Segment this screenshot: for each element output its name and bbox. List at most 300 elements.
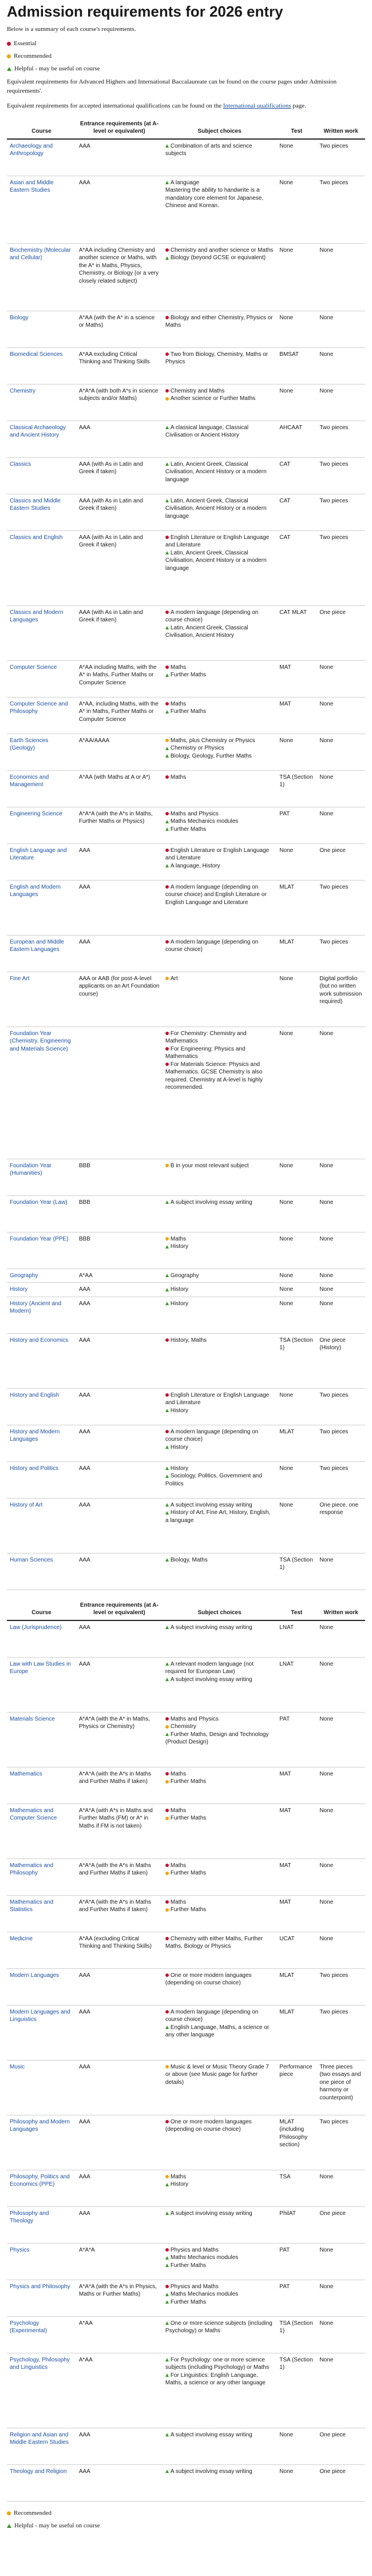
recommended-dot-icon xyxy=(165,397,169,401)
table-row xyxy=(7,2280,365,2316)
entry-cell: AAA (with As in Latin and Greek if taken) xyxy=(76,494,163,530)
course-link[interactable]: History xyxy=(10,1286,28,1293)
subject-text: Further Maths xyxy=(170,2262,207,2269)
subject-cell xyxy=(163,880,276,935)
subject-item xyxy=(165,624,274,640)
course-link[interactable]: Classical Archaeology and Ancient History xyxy=(10,424,66,439)
subject-item xyxy=(165,2298,274,2306)
entry-cell: AAA xyxy=(76,2005,163,2060)
subject-item xyxy=(165,938,274,954)
subject-item xyxy=(165,314,274,330)
subject-cell xyxy=(163,1461,276,1498)
subject-item xyxy=(165,1337,274,1345)
helpful-triangle-icon xyxy=(165,754,169,758)
subject-text: Further Maths xyxy=(170,1907,207,1913)
subject-cell xyxy=(163,494,276,530)
test-cell: CAT MLAT xyxy=(276,605,316,660)
written-cell: None xyxy=(316,1620,365,1658)
subject-text: A subject involving essay writing xyxy=(170,1501,252,1508)
course-link[interactable]: Modern Languages xyxy=(10,1972,60,1979)
course-cell xyxy=(7,2060,76,2115)
course-cell xyxy=(7,1968,76,2005)
subject-item xyxy=(165,2063,274,2087)
subject-item xyxy=(165,862,274,870)
subject-text: A modern language (depending on course choice) xyxy=(165,938,259,953)
essential-dot-icon xyxy=(165,1430,169,1433)
course-cell xyxy=(7,421,76,457)
course-link[interactable]: Mathematics xyxy=(10,1770,42,1777)
subject-text: Art xyxy=(170,975,178,982)
entry-cell: AAA (with As in Latin and Greek if taken) xyxy=(76,530,163,605)
subject-cell xyxy=(163,421,276,457)
subject-item xyxy=(165,1862,274,1870)
test-cell: CAT xyxy=(276,530,316,605)
footer-legend-recommended: Recommended xyxy=(7,2510,365,2516)
subject-text: Maths xyxy=(170,1807,187,1814)
course-link[interactable]: Physics and Philosophy xyxy=(10,2283,70,2290)
subject-cell xyxy=(163,734,276,770)
written-cell: One piece xyxy=(316,605,365,660)
table-row xyxy=(7,1333,365,1388)
international-qualifications-link[interactable]: International qualifications xyxy=(223,102,291,109)
course-link[interactable]: History and Economics xyxy=(10,1337,69,1344)
essential-dot-icon xyxy=(165,536,169,539)
test-cell: TSA (Section 1) xyxy=(276,1333,316,1388)
subject-text: For Linguistics: English Language, Maths, a science or any other language xyxy=(165,2372,266,2387)
helpful-triangle-icon xyxy=(165,827,169,831)
test-cell: AHCAAT xyxy=(276,421,316,457)
test-cell: MAT xyxy=(276,697,316,734)
essential-dot-icon xyxy=(165,248,169,252)
subject-cell xyxy=(163,243,276,311)
test-cell: MLAT xyxy=(276,935,316,972)
course-link[interactable]: Classics xyxy=(10,461,31,467)
table-row xyxy=(7,1767,365,1804)
written-cell: None xyxy=(316,2316,365,2353)
subject-cell xyxy=(163,1333,276,1388)
test-cell: MAT xyxy=(276,660,316,697)
course-link[interactable]: Medicine xyxy=(10,1935,33,1942)
course-link[interactable]: History (Ancient and Modern) xyxy=(10,1300,62,1315)
entry-cell: AAA xyxy=(76,1461,163,1498)
course-link[interactable]: Chemistry xyxy=(10,387,36,394)
course-link[interactable]: Classics and English xyxy=(10,534,63,541)
test-cell: None xyxy=(276,1195,316,1232)
written-cell: None xyxy=(316,1895,365,1932)
recommended-dot-icon xyxy=(165,2175,169,2178)
subject-cell xyxy=(163,2060,276,2115)
helpful-triangle-icon xyxy=(165,2293,169,2296)
course-link[interactable]: Modern Languages and Linguistics xyxy=(10,2008,70,2023)
essential-dot-icon xyxy=(165,2248,169,2252)
course-link[interactable]: History of Art xyxy=(10,1501,43,1508)
subject-text: History xyxy=(170,2181,189,2188)
subject-item xyxy=(165,1731,274,1746)
subject-item xyxy=(165,2290,274,2298)
subject-item xyxy=(165,1235,274,1243)
subject-text: Biology, Geology, Further Maths xyxy=(170,752,252,759)
entry-cell: AAA xyxy=(76,1968,163,2005)
subject-text: Physics and Maths xyxy=(170,2283,219,2290)
subject-text: A subject involving essay writing xyxy=(170,1624,252,1631)
subject-item xyxy=(165,2254,274,2262)
written-cell: Two pieces xyxy=(316,494,365,530)
test-cell: TSA (Section 1) xyxy=(276,2353,316,2428)
subject-text: A subject involving essay writing xyxy=(170,1199,252,1206)
subject-item xyxy=(165,1428,274,1444)
essential-dot-icon xyxy=(7,42,11,46)
course-cell xyxy=(7,2316,76,2353)
subject-item xyxy=(165,2283,274,2291)
course-link[interactable]: Philosophy, Politics and Economics (PPE) xyxy=(10,2173,70,2188)
course-link[interactable]: Religion and Asian and Middle Eastern Studies xyxy=(10,2431,69,2446)
entry-cell: AAA xyxy=(76,139,163,176)
subject-item xyxy=(165,1770,274,1778)
test-cell: MLAT xyxy=(276,1968,316,2005)
entry-cell: AAA xyxy=(76,1388,163,1425)
written-cell: None xyxy=(316,660,365,697)
course-link[interactable]: Foundation Year (Humanities) xyxy=(10,1162,52,1177)
essential-dot-icon xyxy=(165,389,169,393)
subject-text: Maths Mechanics modules xyxy=(170,2291,239,2298)
subject-cell xyxy=(163,1858,276,1895)
requirements-table-2 xyxy=(7,1598,365,2502)
course-link[interactable]: Music xyxy=(10,2063,25,2070)
written-cell: Two pieces xyxy=(316,457,365,494)
table-row xyxy=(7,1858,365,1895)
essential-dot-icon xyxy=(165,1772,169,1776)
subject-text: History xyxy=(170,1444,189,1451)
course-cell xyxy=(7,1425,76,1461)
course-cell xyxy=(7,1159,76,1195)
course-link[interactable]: History and English xyxy=(10,1392,60,1398)
subject-item xyxy=(165,737,274,745)
subject-cell xyxy=(163,2316,276,2353)
entry-cell: AAA (with As in Latin and Greek if taken) xyxy=(76,605,163,660)
test-cell: Performance piece xyxy=(276,2060,316,2115)
test-cell: None xyxy=(276,1498,316,1553)
subject-item xyxy=(165,2024,274,2039)
subject-text: Physics and Maths xyxy=(170,2246,219,2253)
course-cell xyxy=(7,697,76,734)
subject-cell xyxy=(163,1498,276,1553)
table-row xyxy=(7,2060,365,2115)
course-link[interactable]: Economics and Management xyxy=(10,774,49,788)
written-cell: None xyxy=(316,2280,365,2316)
course-cell xyxy=(7,2428,76,2464)
table-row xyxy=(7,530,365,605)
subject-text: Two from Biology, Chemistry, Maths or Physics xyxy=(165,351,268,366)
test-cell: None xyxy=(276,384,316,421)
entry-cell: A*AA including Chemistry and another science or Maths, with the A* in Maths, Physics, Chemistry, or Biology (or a very closely related subject) xyxy=(76,243,163,311)
course-link[interactable]: Fine Art xyxy=(10,975,30,982)
course-link[interactable]: Human Sciences xyxy=(10,1556,53,1563)
course-link[interactable]: Philosophy and Modern Languages xyxy=(10,2118,70,2133)
course-link[interactable]: Archaeology and Anthropology xyxy=(10,142,53,157)
course-link[interactable]: European and Middle Eastern Languages xyxy=(10,938,65,953)
subject-text: For Psychology: one or more science subjects (including Psychology) or Maths xyxy=(165,2356,270,2371)
table-row xyxy=(7,2170,365,2206)
recommended-dot-icon xyxy=(165,1780,169,1784)
course-link[interactable]: Mathematics and Statistics xyxy=(10,1899,54,1913)
subject-text: Maths xyxy=(170,1899,187,1905)
entry-cell: A*A*A (with the A*s in Maths and Further Maths if taken) xyxy=(76,1858,163,1895)
course-link[interactable]: Biochemistry (Molecular and Cellular) xyxy=(10,247,71,261)
subject-cell xyxy=(163,311,276,347)
table-row xyxy=(7,2353,365,2428)
entry-cell: A*A*A (with the A*s in Maths and Further Maths if taken) xyxy=(76,1895,163,1932)
course-link[interactable]: Theology and Religion xyxy=(10,2468,67,2475)
helpful-triangle-icon xyxy=(165,499,169,502)
course-cell xyxy=(7,843,76,880)
subject-cell xyxy=(163,1232,276,1269)
helpful-triangle-icon xyxy=(165,1245,169,1249)
subject-item xyxy=(165,609,274,624)
subject-cell xyxy=(163,843,276,880)
course-cell xyxy=(7,243,76,311)
test-cell: TSA (Section 1) xyxy=(276,2316,316,2353)
legend-helpful: Helpful - may be useful on course xyxy=(7,65,365,72)
header-course: Course xyxy=(7,117,76,139)
helpful-triangle-icon xyxy=(165,710,169,714)
helpful-triangle-icon xyxy=(165,2300,169,2304)
subject-text: Sociology, Politics, Government and Politics xyxy=(165,1473,262,1487)
written-cell: None xyxy=(316,243,365,311)
written-cell: Two pieces xyxy=(316,2115,365,2170)
table-row xyxy=(7,2464,365,2501)
subject-item xyxy=(165,387,274,395)
entry-cell: BBB xyxy=(76,1159,163,1195)
entry-cell: A*AA xyxy=(76,2316,163,2353)
subject-item xyxy=(165,671,274,679)
subject-text: Further Maths xyxy=(170,1778,207,1785)
test-cell: TSA (Section 1) xyxy=(276,770,316,807)
course-link[interactable]: Foundation Year (PPE) xyxy=(10,1235,69,1242)
written-cell: One piece xyxy=(316,2464,365,2501)
footer-legend-helpful: Helpful - may be useful on course xyxy=(7,2522,365,2529)
essential-dot-icon xyxy=(165,2010,169,2014)
written-cell: None xyxy=(316,1283,365,1297)
subject-item xyxy=(165,847,274,862)
subject-text: A modern language (depending on course choice) xyxy=(165,1428,259,1443)
subject-item xyxy=(165,2181,274,2189)
course-link[interactable]: Biomedical Sciences xyxy=(10,351,63,358)
entry-cell: AAA xyxy=(76,2115,163,2170)
helpful-triangle-icon xyxy=(7,67,11,71)
subject-text: B in your most relevant subject xyxy=(170,1162,249,1169)
helpful-triangle-icon xyxy=(165,673,169,677)
subject-item xyxy=(165,1444,274,1452)
subject-cell xyxy=(163,2428,276,2464)
course-cell xyxy=(7,605,76,660)
table-row xyxy=(7,1895,365,1932)
subject-cell xyxy=(163,1269,276,1283)
test-cell: PAT xyxy=(276,2243,316,2280)
subject-text: For Materials Science: Physics and Mathematics. GCSE Chemistry is also required. Chemistry at A-level is highly recommended. xyxy=(165,1061,263,1091)
course-link[interactable]: Mathematics and Philosophy xyxy=(10,1862,54,1877)
written-cell: None xyxy=(316,1858,365,1895)
course-link[interactable]: English Language and Literature xyxy=(10,847,67,862)
test-cell: MAT xyxy=(276,1767,316,1804)
header-subject: Subject choices xyxy=(163,1598,276,1620)
test-cell: CAT xyxy=(276,494,316,530)
essential-dot-icon xyxy=(165,1900,169,1904)
helpful-triangle-icon xyxy=(165,2470,169,2473)
subject-text: Further Maths xyxy=(170,1870,207,1877)
header-entry: Entrance requirements (at A-level or equivalent) xyxy=(76,117,163,139)
subject-cell xyxy=(163,1895,276,1932)
test-cell: MLAT xyxy=(276,2005,316,2060)
subject-text: Maths xyxy=(170,774,187,780)
entry-cell: A*A*A (with the A*s in Maths and Further Maths if taken) xyxy=(76,1767,163,1804)
table-row xyxy=(7,2243,365,2280)
test-cell: None xyxy=(276,1027,316,1159)
recommended-dot-icon xyxy=(165,1817,169,1820)
course-cell xyxy=(7,1232,76,1269)
subject-cell xyxy=(163,384,276,421)
course-link[interactable]: Geography xyxy=(10,1272,38,1279)
essential-dot-icon xyxy=(165,1063,169,1066)
written-cell: None xyxy=(316,1195,365,1232)
helpful-triangle-icon xyxy=(165,1288,169,1291)
course-link[interactable]: Physics xyxy=(10,2246,30,2253)
course-link[interactable]: Materials Science xyxy=(10,1715,55,1722)
course-link[interactable]: Engineering Science xyxy=(10,810,62,817)
subject-text: History xyxy=(170,1465,189,1472)
helpful-triangle-icon xyxy=(165,1274,169,1277)
essential-dot-icon xyxy=(165,1973,169,1977)
written-cell: None xyxy=(316,1232,365,1269)
table-row xyxy=(7,1498,365,1553)
essential-dot-icon xyxy=(165,812,169,815)
course-link[interactable]: Computer Science xyxy=(10,664,57,671)
course-link[interactable]: Asian and Middle Eastern Studies xyxy=(10,179,54,194)
helpful-triangle-icon xyxy=(165,1445,169,1449)
course-link[interactable]: Foundation Year (Chemistry, Engineering and Materials Science) xyxy=(10,1030,71,1052)
subject-item xyxy=(165,744,274,752)
course-link[interactable]: Classics and Middle Eastern Studies xyxy=(10,497,61,512)
course-link[interactable]: Philosophy and Theology xyxy=(10,2210,49,2225)
helpful-triangle-icon xyxy=(165,2026,169,2029)
course-link[interactable]: Psychology (Experimental) xyxy=(10,2320,48,2335)
course-cell xyxy=(7,1932,76,1968)
course-cell xyxy=(7,347,76,384)
course-link[interactable]: Biology xyxy=(10,314,29,321)
subject-cell xyxy=(163,2170,276,2206)
table-row xyxy=(7,660,365,697)
essential-dot-icon xyxy=(165,1717,169,1721)
subject-text: One or more science subjects (including Psychology) or Maths xyxy=(165,2320,272,2335)
course-cell xyxy=(7,530,76,605)
requirements-table-1 xyxy=(7,117,365,1590)
written-cell: None xyxy=(316,1269,365,1283)
course-link[interactable]: Foundation Year (Law) xyxy=(10,1199,68,1206)
entry-cell: AAA xyxy=(76,935,163,972)
course-link[interactable]: Mathematics and Computer Science xyxy=(10,1807,57,1822)
subject-text: Biology (beyond GCSE or equivalent) xyxy=(170,255,266,261)
subject-item xyxy=(165,1972,274,1987)
subject-text: Further Maths xyxy=(170,1815,207,1822)
table-row xyxy=(7,243,365,311)
subject-text: A modern language (depending on course choice) xyxy=(165,609,259,624)
written-cell: Two pieces xyxy=(316,935,365,972)
helpful-triangle-icon xyxy=(165,2373,169,2377)
helpful-triangle-icon xyxy=(165,2183,169,2186)
course-link[interactable]: Law (Jurisprudence) xyxy=(10,1624,62,1631)
subject-item xyxy=(165,351,274,366)
course-link[interactable]: Earth Sciences (Geology) xyxy=(10,737,49,752)
subject-cell xyxy=(163,1553,276,1590)
subject-item xyxy=(165,1807,274,1815)
subject-item xyxy=(165,2210,274,2218)
subject-text: Biology and either Chemistry, Physics or Maths xyxy=(165,314,273,329)
written-cell: Two pieces xyxy=(316,1968,365,2005)
subject-item xyxy=(165,2173,274,2181)
helpful-triangle-icon xyxy=(165,1511,169,1515)
subject-item xyxy=(165,2246,274,2254)
subject-cell xyxy=(163,2243,276,2280)
entry-cell: A*AA/AAAA xyxy=(76,734,163,770)
course-link[interactable]: English and Modern Languages xyxy=(10,883,61,898)
course-cell xyxy=(7,1283,76,1297)
subject-cell xyxy=(163,347,276,384)
subject-item xyxy=(165,1660,274,1676)
written-cell: One piece xyxy=(316,2428,365,2464)
table-row xyxy=(7,2005,365,2060)
essential-dot-icon xyxy=(165,2120,169,2123)
subject-cell xyxy=(163,770,276,807)
helpful-triangle-icon xyxy=(165,2358,169,2361)
subject-text: History xyxy=(170,1300,189,1307)
subject-cell xyxy=(163,1425,276,1461)
subject-item xyxy=(165,1272,274,1280)
course-link[interactable]: History and Modern Languages xyxy=(10,1428,60,1443)
course-cell xyxy=(7,1767,76,1804)
test-cell: None xyxy=(276,1388,316,1425)
course-cell xyxy=(7,935,76,972)
written-cell: None xyxy=(316,311,365,347)
helpful-triangle-icon xyxy=(165,1503,169,1507)
course-link[interactable]: Classics and Modern Languages xyxy=(10,609,64,624)
subject-cell xyxy=(163,1932,276,1968)
test-cell: None xyxy=(276,1269,316,1283)
test-cell: None xyxy=(276,1283,316,1297)
subject-cell xyxy=(163,1767,276,1804)
subject-item xyxy=(165,774,274,782)
essential-dot-icon xyxy=(165,849,169,852)
table-row xyxy=(7,605,365,660)
entry-cell: A*A*A (with the A*s in Maths, Further Maths or Physics) xyxy=(76,807,163,843)
written-cell: None xyxy=(316,2243,365,2280)
course-cell xyxy=(7,2005,76,2060)
entry-cell: AAA xyxy=(76,843,163,880)
subject-text: Chemistry xyxy=(170,1723,196,1730)
test-cell: None xyxy=(276,2428,316,2464)
course-link[interactable]: Psychology, Philosophy and Linguistics xyxy=(10,2356,70,2371)
course-link[interactable]: History and Politics xyxy=(10,1465,59,1472)
entry-cell: A*A*A (with the A* in Maths, Physics or Chemistry) xyxy=(76,1712,163,1767)
course-link[interactable]: Law with Law Studies in Europe xyxy=(10,1660,71,1675)
table-body-1 xyxy=(7,139,365,1590)
subject-text: Another science or Further Maths xyxy=(170,395,256,402)
entry-cell: BBB xyxy=(76,1232,163,1269)
subject-text: Further Maths xyxy=(170,826,207,833)
written-cell: None xyxy=(316,2353,365,2428)
legend-essential: Essential xyxy=(7,40,365,47)
subject-item xyxy=(165,1199,274,1207)
entry-cell: A*AA excluding Critical Thinking and Thinking Skills xyxy=(76,347,163,384)
course-link[interactable]: Computer Science and Philosophy xyxy=(10,700,68,715)
